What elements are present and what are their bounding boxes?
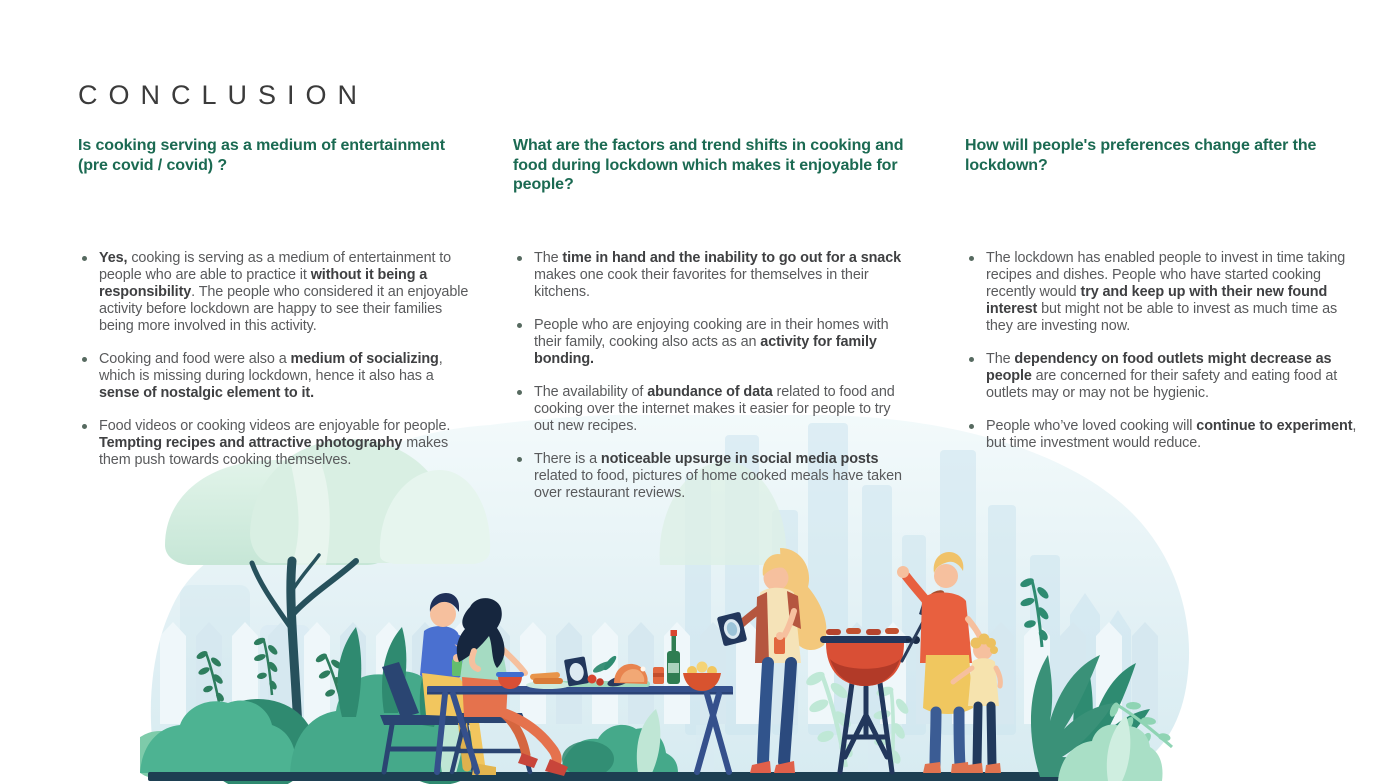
bullet-item (513, 384, 913, 435)
bullet-text-bold: Yes, (99, 250, 128, 266)
question-heading-entertainment: Is cooking serving as a medium of entertainment (pre covid / covid) ? (78, 137, 445, 174)
bullet-item (513, 317, 913, 368)
bullet-item (78, 351, 472, 402)
bullet-item (965, 250, 1367, 335)
bullet-text: related to food and cooking over the internet makes it easier for people to try out new recipes. (534, 384, 895, 434)
column-after-lockdown (965, 136, 1367, 696)
question-heading-trend-shifts: What are the factors and trend shifts in cooking and food during lockdown which makes it enjoyable for people? (513, 137, 904, 194)
bullet-text: cooking is serving as a medium of entertainment to people who are able to practice it (99, 250, 452, 283)
bullet-text: People who’ve loved cooking will (986, 418, 1197, 434)
bullet-text-bold: time in hand and the inability to go out for a snack (562, 250, 902, 266)
bullet-text: The lockdown has enabled people to invest in time taking recipes and dishes. People who have started cooking recently would (986, 250, 1346, 300)
bullet-list-after-lockdown (965, 250, 1367, 468)
bullet-list-trend-shifts (513, 250, 913, 518)
bullet-text: There is a (534, 451, 601, 467)
bullet-item (513, 451, 913, 502)
question-heading-after-lockdown: How will people's preferences change after the lockdown? (965, 137, 1317, 174)
bullet-text: People who are enjoying cooking are in their homes with their family, cooking also acts as an (534, 317, 889, 350)
page-title: CONCLUSION (78, 80, 369, 111)
bullet-text-bold: noticeable upsurge in social media posts (600, 451, 879, 467)
bullet-item (78, 250, 472, 335)
bullet-text-bold: without it being a responsibility (99, 267, 428, 300)
column-entertainment (78, 136, 472, 696)
bullet-list-entertainment (78, 250, 472, 485)
bullet-text: makes them push towards cooking themselves. (99, 435, 449, 468)
bullet-item (965, 351, 1367, 402)
bullet-text: , but time investment would reduce. (986, 418, 1357, 451)
bullet-text-bold: activity for family bonding. (534, 334, 877, 367)
bullet-text: makes one cook their favorites for themselves in their kitchens. (534, 267, 869, 300)
bullet-text: , which is missing during lockdown, hence it also has a (99, 351, 443, 384)
bullet-text: Food videos or cooking videos are enjoyable for people. (99, 418, 451, 434)
bullet-text-bold: try and keep up with their new found interest (986, 284, 1328, 317)
bullet-text-bold: continue to experiment (1196, 418, 1353, 434)
bullet-text: The (534, 250, 563, 266)
bullet-text: Cooking and food were also a (99, 351, 291, 367)
column-trend-shifts (513, 136, 913, 696)
bullet-text-bold: Tempting recipes and attractive photography (99, 435, 403, 451)
bullet-text: The availability of (534, 384, 648, 400)
bullet-text: are concerned for their safety and eating food at outlets may or may not be hygienic. (986, 368, 1338, 401)
bullet-text: related to food, pictures of home cooked meals have taken over restaurant reviews. (534, 468, 902, 501)
bullet-text-bold: abundance of data (647, 384, 773, 400)
bullet-text: The (986, 351, 1015, 367)
bullet-item (78, 418, 472, 469)
bullet-text-bold: dependency on food outlets might decrease as people (986, 351, 1332, 384)
bullet-text-bold: sense of nostalgic element to it. (99, 385, 315, 401)
bullet-item (513, 250, 913, 301)
bullet-text: . The people who considered it an enjoyable activity before lockdown are happy to see their families being more involved in this activity. (99, 284, 469, 334)
bullet-text: but might not be able to invest as much time as they are investing now. (986, 301, 1338, 334)
bullet-item (965, 418, 1367, 452)
bullet-text-bold: medium of socializing (290, 351, 439, 367)
